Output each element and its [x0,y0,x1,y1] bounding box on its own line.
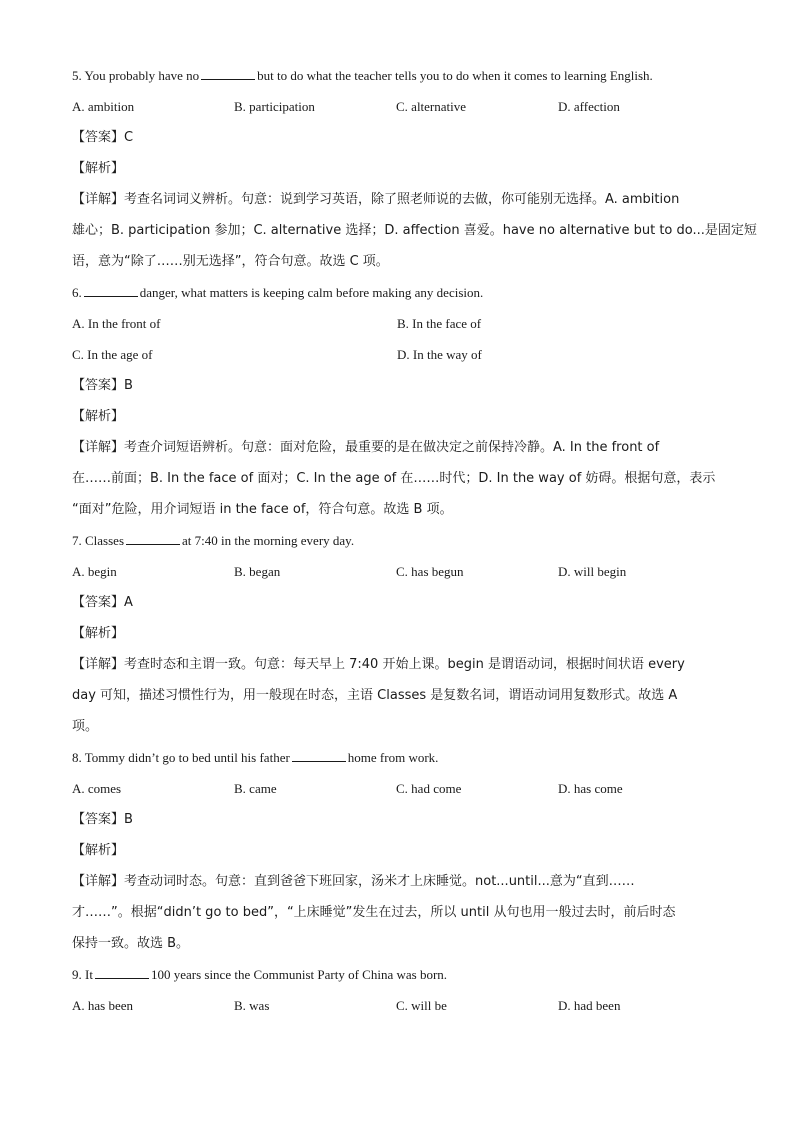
question-8-analysis-label: 【解析】 [72,843,125,858]
question-8-answer: 【答案】B [72,812,133,827]
option-a: A. has been [72,998,134,1013]
answer-blank [126,532,180,545]
question-5-options [72,91,722,122]
option-c: C. had come [396,781,462,796]
option-b: B. participation [234,99,315,114]
question-7-answer: 【答案】A [72,595,133,610]
option-b: B. was [234,998,270,1013]
option-b: B. came [234,781,277,796]
option-d: D. will begin [558,564,627,579]
question-6-answer: 【答案】B [72,378,133,393]
question-9-stem: 9. It 100 years since the Communist Party of China was born. [72,967,448,982]
question-7-detail-line: day 可知，描述习惯性行为，用一般现在时态，主语 Classes 是复数名词，谓语动词用复数形式。故选 A [72,688,678,703]
option-d: D. had been [558,998,621,1013]
document-page [72,60,757,1021]
question-8-detail-line: 保持一致。故选 B。 [72,936,190,951]
question-6-detail-line: 在……前面；B. In the face of 面对；C. In the age of 在……时代；D. In the way of 妨碍。根据句意，表示 [72,471,716,486]
question-8-stem: 8. Tommy didn’t go to bed until his father home from work. [72,750,439,765]
question-6-detail-line: “面对”危险，用介词短语 in the face of，符合句意。故选 B 项。 [72,502,453,517]
question-5-detail-line: 雄心；B. participation 参加；C. alternative 选择；D. affection 喜爱。have no alternative but to do...是固定短 [72,223,757,238]
option-a: A. In the front of [72,316,161,331]
question-7-analysis-label: 【解析】 [72,626,125,641]
question-5-detail-line: 【详解】考查名词词义辨析。句意：说到学习英语，除了照老师说的去做，你可能别无选择。A. ambition [72,192,680,207]
option-a: A. ambition [72,99,135,114]
answer-blank [84,284,138,297]
question-5-answer: 【答案】C [72,130,134,145]
answer-blank [292,749,346,762]
question-8-detail-line: 才……”。根据“didn’t go to bed”，“上床睡觉”发生在过去，所以 until 从句也用一般过去时，前后时态 [72,905,676,920]
answer-blank [201,67,255,80]
question-8-detail-line: 【详解】考查动词时态。句意：直到爸爸下班回家，汤米才上床睡觉。not...until...意为“直到…… [72,874,635,889]
question-7-options [72,556,722,587]
question-6-detail-line: 【详解】考查介词短语辨析。句意：面对危险，最重要的是在做决定之前保持冷静。A. In the front of [72,440,660,455]
option-a: A. begin [72,564,117,579]
option-b: B. In the face of [397,316,482,331]
question-9-options [72,990,722,1021]
question-6-options-row-1 [72,308,722,339]
question-7-detail-line: 【详解】考查时态和主谓一致。句意：每天早上 7:40 开始上课。begin 是谓语动词，根据时间状语 every [72,657,685,672]
question-5-analysis-label: 【解析】 [72,161,125,176]
option-d: D. has come [558,781,623,796]
question-5-stem: 5. You probably have no but to do what the teacher tells you to do when it comes to learning English. [72,68,653,83]
option-b: B. began [234,564,281,579]
question-6-options-row-2 [72,339,722,370]
question-6-stem: 6. danger, what matters is keeping calm before making any decision. [72,285,484,300]
question-5-detail-line: 语，意为“除了……别无选择”，符合句意。故选 C 项。 [72,254,389,269]
question-8-options [72,773,722,804]
option-c: C. has begun [396,564,464,579]
question-6-analysis-label: 【解析】 [72,409,125,424]
option-c: C. In the age of [72,347,153,362]
option-c: C. will be [396,998,447,1013]
question-7-stem: 7. Classes at 7:40 in the morning every day. [72,533,355,548]
question-7-detail-line: 项。 [72,719,99,734]
option-d: D. affection [558,99,620,114]
answer-blank [95,966,149,979]
option-d: D. In the way of [397,347,482,362]
option-a: A. comes [72,781,122,796]
option-c: C. alternative [396,99,467,114]
